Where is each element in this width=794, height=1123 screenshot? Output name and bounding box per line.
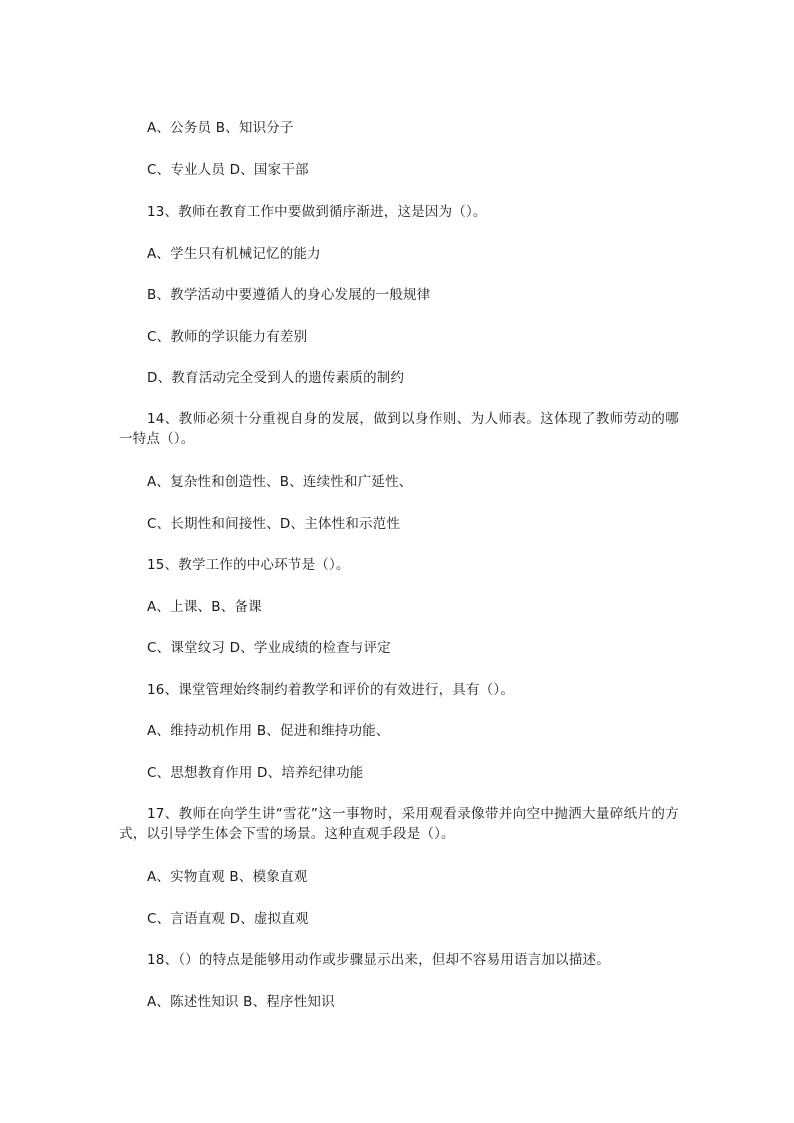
q16-option-ab: A、维持动机作用 B、促进和维持功能、 <box>147 723 390 739</box>
q13-option-d: D、教育活动完全受到人的遗传素质的制约 <box>147 370 405 386</box>
question-15: 15、教学工作的中心环节是（）。 <box>147 557 350 573</box>
q13-option-a: A、学生只有机械记忆的能力 <box>147 246 321 262</box>
q15-option-cd: C、课堂纹习 D、学业成绩的检查与评定 <box>147 640 391 656</box>
question-17: 17、教师在向学生讲“雪花”这一事物时，采用观看录像带并向空中抛洒大量碎纸片的方式，以引导学生体会下雪的场景。这种直观手段是（）。 <box>119 806 679 842</box>
q17-option-cd: C、言语直观 D、虚拟直观 <box>147 911 309 927</box>
q16-option-cd: C、思想教育作用 D、培养纪律功能 <box>147 765 364 781</box>
question-14: 14、教师必须十分重视自身的发展，做到以身作则、为人师表。这体现了教师劳动的哪一特点（）。 <box>119 411 679 447</box>
q14-option-ab: A、复杂性和创造性、B、连续性和广延性、 <box>147 474 413 490</box>
q15-option-ab: A、上课、B、备课 <box>147 599 262 615</box>
question-16: 16、课堂管理始终制约着教学和评价的有效进行，具有（）。 <box>147 682 515 698</box>
q17-option-ab: A、实物直观 B、模象直观 <box>147 869 308 885</box>
q18-option-ab: A、陈述性知识 B、程序性知识 <box>147 994 335 1010</box>
question-13: 13、教师在教育工作中要做到循序渐进，这是因为（）。 <box>147 204 487 220</box>
q13-option-c: C、教师的学识能力有差别 <box>147 329 308 345</box>
q13-option-b: B、教学活动中要遵循人的身心发展的一般规律 <box>147 287 431 303</box>
option-line-a: A、公务员 B、知识分子 <box>147 120 294 136</box>
option-line-c: C、专业人员 D、国家干部 <box>147 162 309 178</box>
question-18: 18、（）的特点是能够用动作或步骤显示出来，但却不容易用语言加以描述。 <box>147 952 610 968</box>
q14-option-cd: C、长期性和间接性、D、主体性和示范性 <box>147 516 401 532</box>
